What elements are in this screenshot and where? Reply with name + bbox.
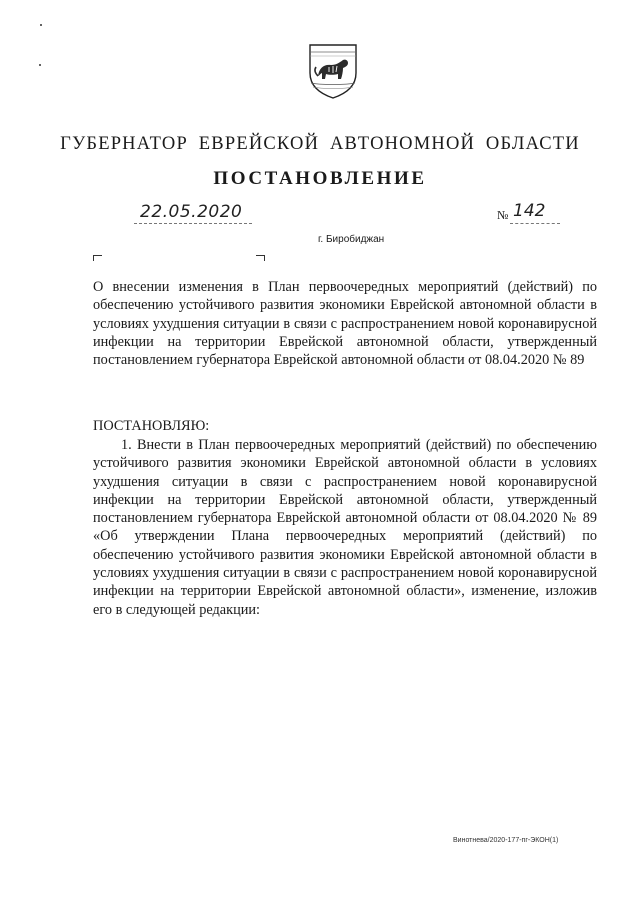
governor-title: ГУБЕРНАТОР ЕВРЕЙСКОЙ АВТОНОМНОЙ ОБЛАСТИ [60, 134, 580, 154]
corner-mark-left [93, 255, 102, 261]
corner-mark-right [256, 255, 265, 261]
number-label: № [497, 208, 509, 222]
number-underline [510, 223, 560, 224]
decree-number: 142 [513, 201, 546, 221]
resolve-heading: ПОСТАНОВЛЯЮ: [93, 418, 210, 434]
document-code: Винотнева/2020-177-пг-ЭКОН(1) [453, 837, 559, 844]
document-type-title: ПОСТАНОВЛЕНИЕ [213, 168, 427, 189]
decree-subject: О внесении изменения в План первоочередных мероприятий (действий) по обеспечению устойчивого развития экономики Еврейской автономной области в условиях ухудшения ситуации в связи с распространением новой коронавирусной инфекции на территории Еврейской автономной области, утвержденный постановлением губернатора Еврейской автономной области от 08.04.2020 № 89 [93, 279, 597, 369]
city-name: г. Биробиджан [318, 234, 385, 245]
decree-item-1: 1. Внести в План первоочередных мероприятий (действий) по обеспечению устойчивого развития экономики Еврейской автономной области в условиях ухудшения ситуации в связи с распространением новой коронавирусной инфекции на территории Еврейской автономной области, утвержденный постановлением губернатора Еврейской автономной области от 08.04.2020 № 89 «Об утверждении Плана первоочередных мероприятий (действий) по обеспечению устойчивого развития экономики Еврейской автономной области в условиях ухудшения ситуации в связи с распространением новой коронавирусной инфекции на территории Еврейской автономной области», изменение, изложив его в следующей редакции: [93, 437, 597, 618]
decree-date: 22.05.2020 [140, 202, 243, 222]
scan-speck [40, 24, 42, 26]
date-underline [134, 223, 252, 224]
scan-speck [39, 64, 41, 66]
coat-of-arms-icon [307, 43, 359, 99]
